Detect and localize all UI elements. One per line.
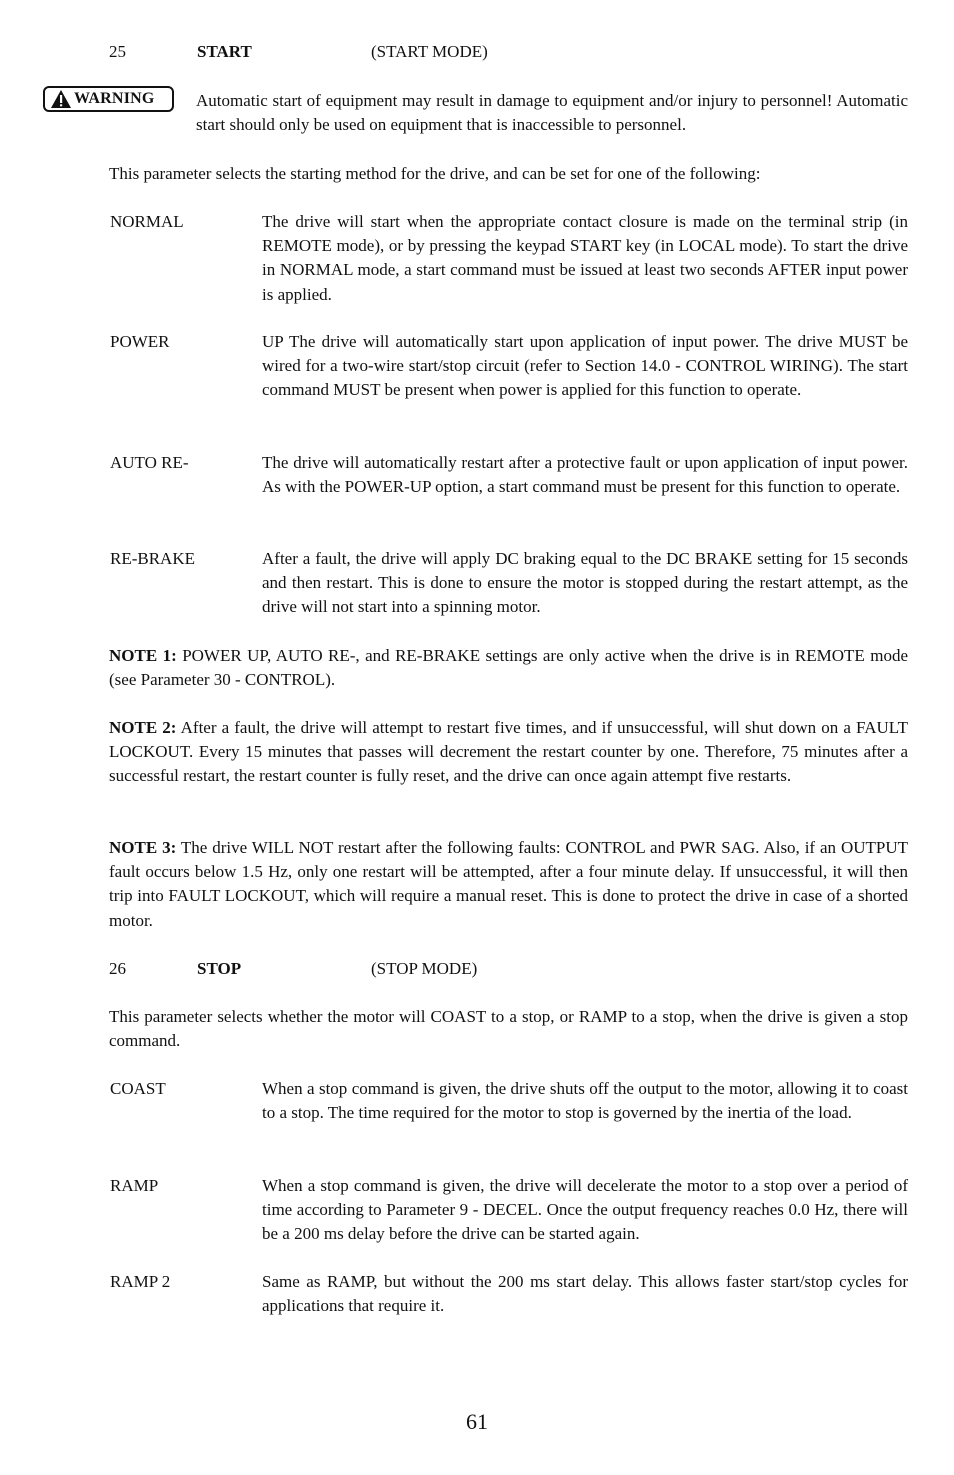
param-26-number: 26 xyxy=(109,959,126,978)
option-power-name: POWER xyxy=(110,332,170,351)
option-normal-name: NORMAL xyxy=(110,212,184,231)
option-coast-name: COAST xyxy=(110,1079,166,1098)
note-2-text: After a fault, the drive will attempt to restart five times, and if unsuccessful, will shut down on a FAULT LOCKOUT. Every 15 minutes that passes will decrement the restart counter by one. Therefore, 75 minutes after a successful restart, the restart counter is fully reset, and the drive can once again attempt five restarts. xyxy=(109,718,909,786)
param-25-number: 25 xyxy=(109,42,126,61)
note-1 xyxy=(109,644,908,692)
note-2 xyxy=(109,716,908,789)
option-ramp-desc: When a stop command is given, the drive will decelerate the motor to a stop over a period of time according to Parameter 9 - DECEL. Once the output frequency reaches 0.0 Hz, there will be a 200 ms delay before the drive can be started again. xyxy=(262,1176,908,1244)
note-3-text: The drive WILL NOT restart after the following faults: CONTROL and PWR SAG. Also, if an OUTPUT fault occurs below 1.5 Hz, only one restart will be attempted, after a four minute delay. If unsuccessful, it will then trip into FAULT LOCKOUT, which will require a manual reset. This is done to protect the drive in case of a shorted motor. xyxy=(109,838,908,930)
note-3-label: NOTE 3: xyxy=(109,838,177,857)
param-26-description: (STOP MODE) xyxy=(371,959,478,978)
warning-badge xyxy=(43,86,174,112)
option-re-brake-name: RE-BRAKE xyxy=(110,549,195,568)
option-ramp-2-desc: Same as RAMP, but without the 200 ms start delay. This allows faster start/stop cycles for applications that require it. xyxy=(262,1272,908,1316)
note-2-label: NOTE 2: xyxy=(109,718,177,737)
param-25-name: START xyxy=(197,42,252,61)
note-1-text: POWER UP, AUTO RE-, and RE-BRAKE settings are only active when the drive is in REMOTE mode (see Parameter 30 - CONTROL). xyxy=(109,646,908,690)
option-ramp-name: RAMP xyxy=(110,1176,159,1195)
warning-text: Automatic start of equipment may result in damage to equipment and/or injury to personnel! Automatic start should only be used on equipment that is inaccessible to personnel. xyxy=(196,91,908,135)
option-re-brake-desc: After a fault, the drive will apply DC braking equal to the DC BRAKE setting for 15 seconds and then restart. This is done to ensure the motor is stopped during the restart attempt, as the drive will not start into a spinning motor. xyxy=(262,549,908,617)
warning-badge-label: WARNING xyxy=(74,89,155,107)
option-power-desc: UP The drive will automatically start upon application of input power. The drive MUST be wired for a two-wire start/stop circuit (refer to Section 14.0 - CONTROL WIRING). The start command MUST be present when power is applied for this function to operate. xyxy=(262,332,908,400)
page-number: 61 xyxy=(466,1409,488,1434)
param-26-name: STOP xyxy=(197,959,242,978)
param-25-description: (START MODE) xyxy=(371,42,488,61)
start-intro: This parameter selects the starting method for the drive, and can be set for one of the following: xyxy=(109,164,761,183)
option-ramp-2-name: RAMP 2 xyxy=(110,1272,171,1291)
stop-intro: This parameter selects whether the motor will COAST to a stop, or RAMP to a stop, when the drive is given a stop command. xyxy=(109,1007,908,1051)
option-auto-re-name: AUTO RE- xyxy=(110,453,189,472)
note-1-label: NOTE 1: xyxy=(109,646,177,665)
note-3 xyxy=(109,836,908,933)
warning-triangle-icon xyxy=(50,89,72,109)
option-auto-re-desc: The drive will automatically restart after a protective fault or upon application of input power. As with the POWER-UP option, a start command must be present for this function to operate. xyxy=(262,453,908,497)
option-coast-desc: When a stop command is given, the drive shuts off the output to the motor, allowing it to coast to a stop. The time required for the motor to stop is governed by the inertia of the load. xyxy=(262,1079,908,1123)
option-normal-desc: The drive will start when the appropriate contact closure is made on the terminal strip (in REMOTE mode), or by pressing the keypad START key (in LOCAL mode). To start the drive in NORMAL mode, a start command must be issued at least two seconds AFTER input power is applied. xyxy=(262,212,908,304)
